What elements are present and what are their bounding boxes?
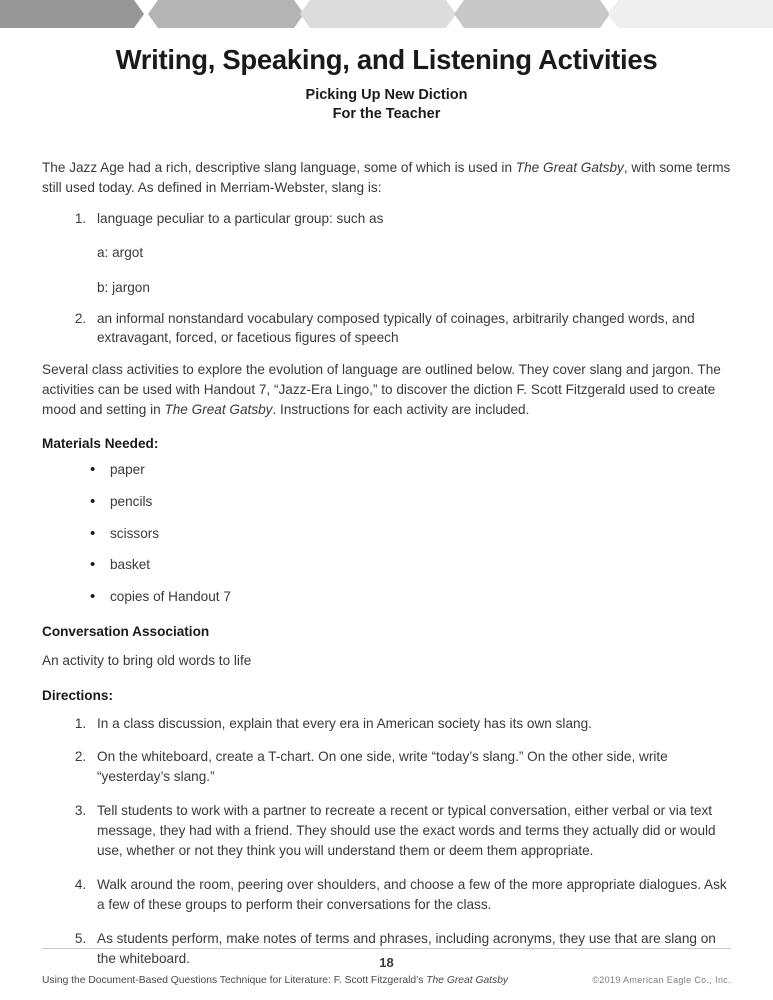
footer-row [42,975,731,986]
definition-list [42,209,731,349]
subtitle-line-1: Picking Up New Diction [305,87,468,103]
definition-item-2: 2. an informal nonstandard vocabulary composed typically of coinages, arbitrarily changed words, and extravagant, forced, or facetious figures of speech [90,309,731,348]
definition-sub-a: a: argot [97,245,144,261]
decorative-header-band [0,0,773,28]
hex-3 [300,0,456,28]
activity-tagline: An activity to bring old words to life [42,652,252,668]
list-item: • pencils [110,492,731,512]
footer-book-title: The Great Gatsby [426,975,509,986]
page-number: 18 [379,955,394,970]
book-title-reference-2: The Great Gatsby [164,401,273,417]
definition-item-1-text: language peculiar to a particular group: such as [97,210,384,226]
hex-4 [454,0,610,28]
footer-source-prefix: Using the Document-Based Questions Technique for Literature: F. Scott Fitzgerald’s [42,975,427,986]
footer-divider [42,948,731,949]
footer-copyright: ©2019 American Eagle Co., Inc. [592,975,731,985]
list-item: • paper [110,460,731,480]
overview-text-part-2: . Instructions for each activity are included. [272,401,530,417]
list-item: • basket [110,555,731,575]
page-title: Writing, Speaking, and Listening Activities [115,44,658,75]
directions-heading: Directions: [42,687,114,703]
directions-list [42,714,731,970]
intro-text-part-2: , with some terms still used today. As defined in Merriam-Webster, slang is: [42,160,731,195]
page-footer [0,948,773,986]
list-item: 2. On the whiteboard, create a T-chart. On one side, write “today’s slang.” On the other side, write “yesterday’s slang.” [90,747,731,788]
list-item: • copies of Handout 7 [110,587,731,607]
list-item: 1. In a class discussion, explain that every era in American society has its own slang. [90,714,731,734]
footer-source-line [42,975,508,986]
definition-sub-b: b: jargon [97,280,150,296]
list-item: 3. Tell students to work with a partner to recreate a recent or typical conversation, either verbal or via text message, they had with a friend. They should use the exact words and terms they actually did or would use, whether or not they think you will understand them or deem them appropriate. [90,801,731,862]
list-item: • scissors [110,524,731,544]
overview-paragraph [42,360,731,419]
overview-text-part-1: Several class activities to explore the evolution of language are outlined below. They cover slang and jargon. The activities can be used with Handout 7, “Jazz-Era Lingo,” to discover the diction F. Scott Fitzgerald used to create mood and setting in [42,362,721,417]
book-title-reference: The Great Gatsby [515,160,624,176]
hex-1 [0,0,144,28]
definition-item-1 [90,209,731,298]
intro-text-part-1: The Jazz Age had a rich, descriptive slang language, some of which is used in [42,160,516,176]
page-content [0,44,773,969]
hex-2 [148,0,304,28]
list-item: 5. As students perform, make notes of terms and phrases, including acronyms, they use that are slang on the whiteboard. [90,929,731,970]
hex-5 [608,0,773,28]
page-subtitle [42,86,731,124]
materials-heading: Materials Needed: [42,436,159,452]
subtitle-line-2: For the Teacher [332,106,441,123]
list-item: 4. Walk around the room, peering over shoulders, and choose a few of the more appropriate dialogues. Ask a few of these groups to perform their conversations for the class. [90,875,731,916]
activity-heading: Conversation Association [42,623,210,639]
materials-list [42,460,731,607]
intro-paragraph [42,158,731,197]
